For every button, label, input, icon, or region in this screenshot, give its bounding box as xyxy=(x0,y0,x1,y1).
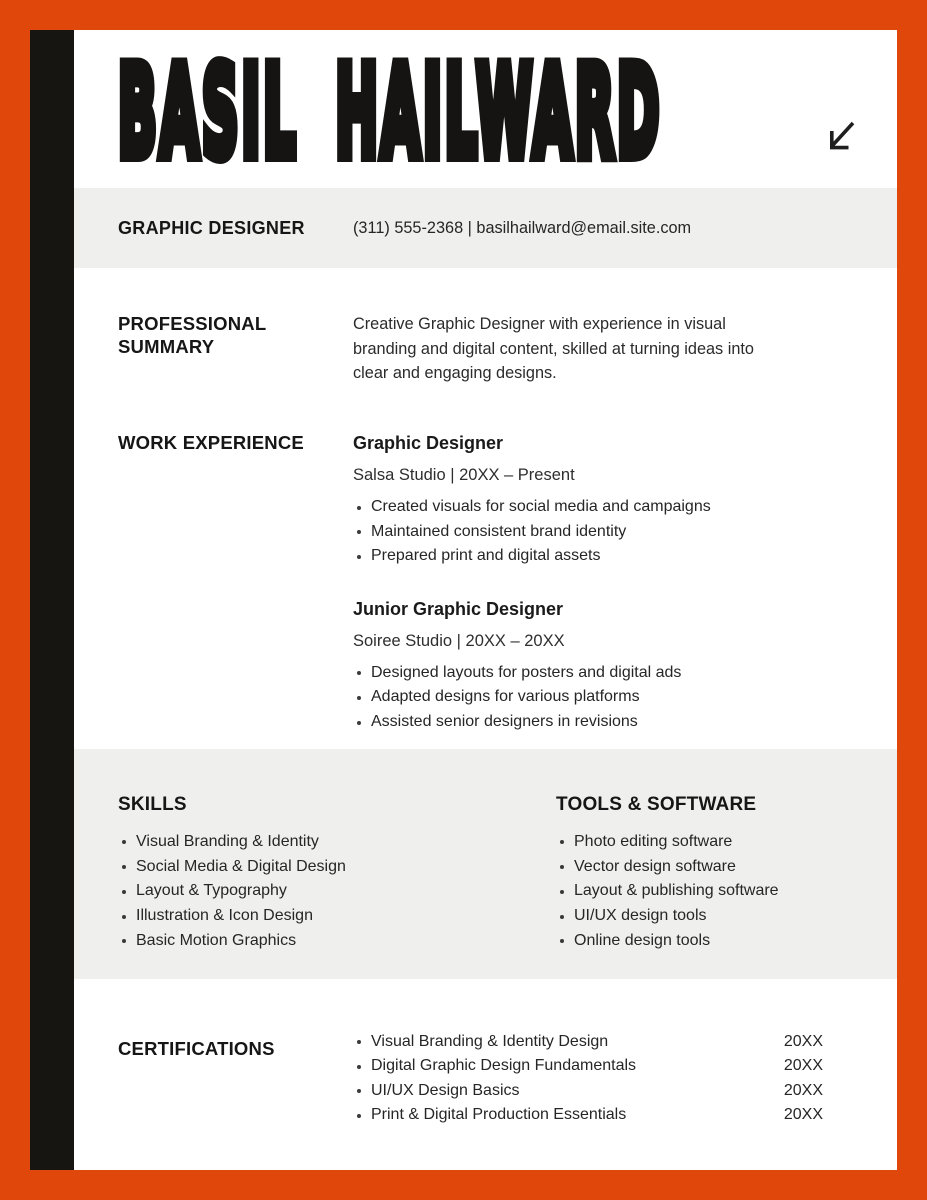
bullet-icon xyxy=(357,1089,361,1093)
bullet-text: Created visuals for social media and campaigns xyxy=(371,498,711,516)
summary-text: Creative Graphic Designer with experience in visual branding and digital content, skilled at turning ideas into clear and engaging designs. xyxy=(353,315,754,383)
skills-list xyxy=(118,829,556,953)
cert-name xyxy=(353,1033,771,1051)
list-item xyxy=(118,829,556,854)
bullet-icon xyxy=(357,1114,361,1118)
bullet-icon xyxy=(357,555,361,559)
job-title: Junior Graphic Designer xyxy=(353,598,564,619)
list-item xyxy=(353,495,823,520)
list-item xyxy=(353,710,823,735)
job-bullet-list xyxy=(353,661,823,735)
section-skills-tools xyxy=(74,749,897,979)
side-stripe xyxy=(30,30,74,1170)
list-item xyxy=(118,854,556,879)
section-experience xyxy=(74,431,897,735)
section-summary xyxy=(74,312,897,386)
name-heading: BASIL HAILWARD xyxy=(118,41,663,185)
list-item xyxy=(118,929,556,954)
cert-year: 20XX xyxy=(783,1057,823,1075)
bullet-text: UI/UX design tools xyxy=(574,907,707,925)
cert-row xyxy=(353,1103,823,1128)
job-entry xyxy=(353,597,823,735)
bullet-text: UI/UX Design Basics xyxy=(371,1081,520,1099)
skills-column xyxy=(118,781,556,953)
list-item xyxy=(118,879,556,904)
bullet-icon xyxy=(357,721,361,725)
list-item xyxy=(556,879,823,904)
summary-label-line1: PROFESSIONAL xyxy=(118,313,267,334)
list-item xyxy=(353,661,823,686)
resume-header xyxy=(74,30,897,188)
title-band xyxy=(74,188,897,268)
cert-name xyxy=(353,1082,771,1100)
job-meta: Soiree Studio | 20XX – 20XX xyxy=(353,631,565,650)
cert-year: 20XX xyxy=(783,1081,823,1099)
bullet-text: Maintained consistent brand identity xyxy=(371,522,627,540)
cert-name xyxy=(353,1057,771,1075)
cert-row xyxy=(353,1054,823,1079)
certifications-label: CERTIFICATIONS xyxy=(118,1038,275,1060)
bullet-text: Layout & Typography xyxy=(136,882,287,900)
bullet-icon xyxy=(122,939,126,943)
section-certifications xyxy=(74,1029,897,1127)
tools-list xyxy=(556,829,823,953)
bullet-icon xyxy=(122,890,126,894)
job-meta: Salsa Studio | 20XX – Present xyxy=(353,465,575,484)
cert-year: 20XX xyxy=(783,1106,823,1124)
bullet-icon xyxy=(560,865,564,869)
bullet-text: Digital Graphic Design Fundamentals xyxy=(371,1057,637,1075)
bullet-icon xyxy=(560,915,564,919)
list-item xyxy=(556,829,823,854)
bullet-text: Illustration & Icon Design xyxy=(136,907,313,925)
bullet-text: Assisted senior designers in revisions xyxy=(371,713,638,731)
list-item xyxy=(556,929,823,954)
bullet-text: Vector design software xyxy=(574,857,736,875)
bullet-text: Online design tools xyxy=(574,931,711,949)
list-item xyxy=(353,685,823,710)
resume-sheet xyxy=(74,30,897,1170)
job-entry xyxy=(353,431,823,569)
list-item xyxy=(118,904,556,929)
job-title: Graphic Designer xyxy=(353,432,504,453)
bullet-icon xyxy=(357,1065,361,1069)
bullet-text: Visual Branding & Identity xyxy=(136,832,319,850)
cert-name xyxy=(353,1106,771,1124)
job-bullet-list xyxy=(353,495,823,569)
bullet-text: Adapted designs for various platforms xyxy=(371,688,640,706)
bullet-icon xyxy=(560,939,564,943)
bullet-icon xyxy=(357,1040,361,1044)
list-item xyxy=(556,904,823,929)
role-title: GRAPHIC DESIGNER xyxy=(118,217,305,238)
tools-label: TOOLS & SOFTWARE xyxy=(556,794,757,816)
experience-label: WORK EXPERIENCE xyxy=(118,431,304,453)
cert-year: 20XX xyxy=(783,1032,823,1050)
bullet-text: Visual Branding & Identity Design xyxy=(371,1032,609,1050)
list-item xyxy=(556,854,823,879)
bullet-icon xyxy=(357,530,361,534)
arrow-down-left-icon xyxy=(826,120,856,152)
contact-info: (311) 555-2368 | basilhailward@email.site.com xyxy=(353,218,692,237)
experience-jobs xyxy=(353,431,823,735)
cert-row xyxy=(353,1029,823,1054)
bullet-icon xyxy=(560,840,564,844)
summary-label xyxy=(118,312,353,386)
summary-label-line2: SUMMARY xyxy=(118,336,215,357)
bullet-text: Photo editing software xyxy=(574,832,733,850)
bullet-icon xyxy=(357,506,361,510)
bullet-icon xyxy=(122,865,126,869)
list-item xyxy=(353,519,823,544)
bullet-text: Print & Digital Production Essentials xyxy=(371,1106,627,1124)
bullet-icon xyxy=(560,890,564,894)
bullet-text: Prepared print and digital assets xyxy=(371,547,601,565)
cert-row xyxy=(353,1079,823,1104)
bullet-icon xyxy=(357,671,361,675)
bullet-icon xyxy=(122,915,126,919)
tools-column xyxy=(556,781,823,953)
bullet-text: Designed layouts for posters and digital ads xyxy=(371,663,682,681)
bullet-text: Layout & publishing software xyxy=(574,882,779,900)
skills-label: SKILLS xyxy=(118,794,187,816)
list-item xyxy=(353,544,823,569)
bullet-text: Social Media & Digital Design xyxy=(136,857,346,875)
bullet-icon xyxy=(122,840,126,844)
bullet-text: Basic Motion Graphics xyxy=(136,931,297,949)
bullet-icon xyxy=(357,696,361,700)
certifications-list xyxy=(353,1029,823,1127)
